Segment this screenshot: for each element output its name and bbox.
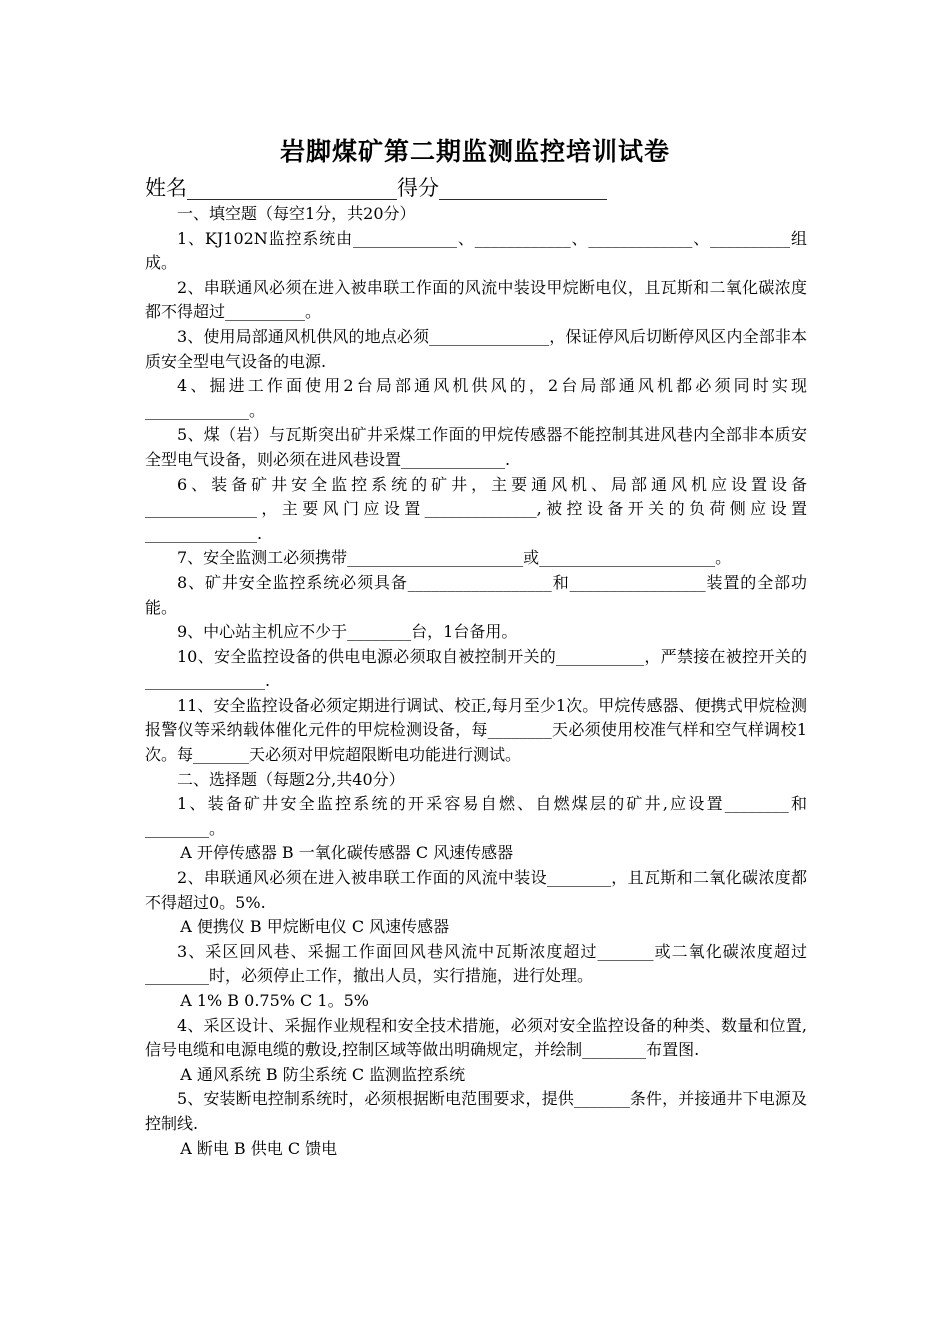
choice-question-2: 2、串联通风必须在进入被串联工作面的风流中装设________，且瓦斯和二氧化碳浓度都不得超过0。5%. [145, 868, 807, 912]
choice-question-3: 3、采区回风巷、采掘工作面回风巷风流中瓦斯浓度超过_______或二氧化碳浓度超过________时，必须停止工作，撤出人员，实行措施，进行处理。 [145, 941, 807, 986]
fill-section-heading: 一、填空题（每空1分，共20分） [177, 204, 416, 223]
choice-question-5: 5、安装断电控制系统时，必须根据断电范围要求，提供_______条件，并接通井下电源及控制线. [145, 1089, 807, 1133]
fill-question-4: 4、掘进工作面使用2台局部通风机供风的，2台局部通风机都必须同时实现_____________。 [145, 376, 807, 420]
choice-options-1: A 开停传感器 B 一氧化碳传感器 C 风速传感器 [180, 843, 514, 863]
fill-question-11: 11、安全监控设备必须定期进行调试、校正,每月至少1次。甲烷传感器、便携式甲烷检测报警仪等采纳载体催化元件的甲烷检测设备，每________天必须使用校准气样和空气样调校1次。每_______天必须对甲烷超限断电功能进行测试。 [145, 695, 807, 765]
choice-options-5: A 断电 B 供电 C 馈电 [180, 1138, 338, 1158]
choice-question-4: 4、采区设计、采掘作业规程和安全技术措施，必须对安全监控设备的种类、数量和位置,信号电缆和电源电缆的敷设,控制区域等做出明确规定，并绘制________布置图. [145, 1015, 807, 1060]
fill-question-10: 10、安全监控设备的供电电源必须取自被控制开关的___________，严禁接在被控开关的_______________. [145, 646, 807, 691]
name-score-line [145, 174, 825, 202]
fill-question-3: 3、使用局部通风机供风的地点必须_______________，保证停风后切断停风区内全部非本质安全型电气设备的电源. [145, 326, 807, 371]
choice-options-2: A 便携仪 B 甲烷断电仪 C 风速传感器 [180, 917, 450, 937]
name-blank: ____________________ [187, 176, 397, 200]
fill-question-9: 9、中心站主机应不少于________台，1台备用。 [177, 622, 518, 642]
fill-question-8: 8、矿井安全监控系统必须具备__________________和_________________装置的全部功能。 [145, 572, 807, 617]
choice-question-1: 1、装备矿井安全监控系统的开采容易自燃、自燃煤层的矿井,应设置________和________。 [145, 794, 807, 838]
score-label: 得分 [397, 176, 439, 200]
choice-section-heading: 二、选择题（每题2分,共40分） [177, 769, 405, 789]
page-title: 岩脚煤矿第二期监测监控培训试卷 [279, 137, 670, 166]
fill-question-7: 7、安全监测工必须携带______________________或______________________。 [177, 548, 732, 568]
score-blank: ________________ [439, 176, 607, 200]
choice-options-3: A 1% B 0.75% C 1。5% [180, 991, 369, 1010]
fill-question-6: 6、装备矿井安全监控系统的矿井，主要通风机、局部通风机应设置设备______________，主要风门应设置______________,被控设备开关的负荷侧应设置______________. [145, 474, 807, 543]
name-label: 姓名 [145, 176, 187, 200]
fill-question-5: 5、煤（岩）与瓦斯突出矿井采煤工作面的甲烷传感器不能控制其进风巷内全部非本质安全型电气设备，则必须在进风巷设置_____________. [145, 425, 807, 469]
exam-body [145, 202, 807, 1161]
fill-question-2: 2、串联通风必须在进入被串联工作面的风流中装设甲烷断电仪，且瓦斯和二氧化碳浓度都不得超过__________。 [145, 277, 807, 322]
fill-question-1: 1、KJ102N监控系统由_____________、____________、_____________、__________组成。 [145, 228, 807, 273]
choice-options-4: A 通风系统 B 防尘系统 C 监测监控系统 [180, 1064, 466, 1084]
